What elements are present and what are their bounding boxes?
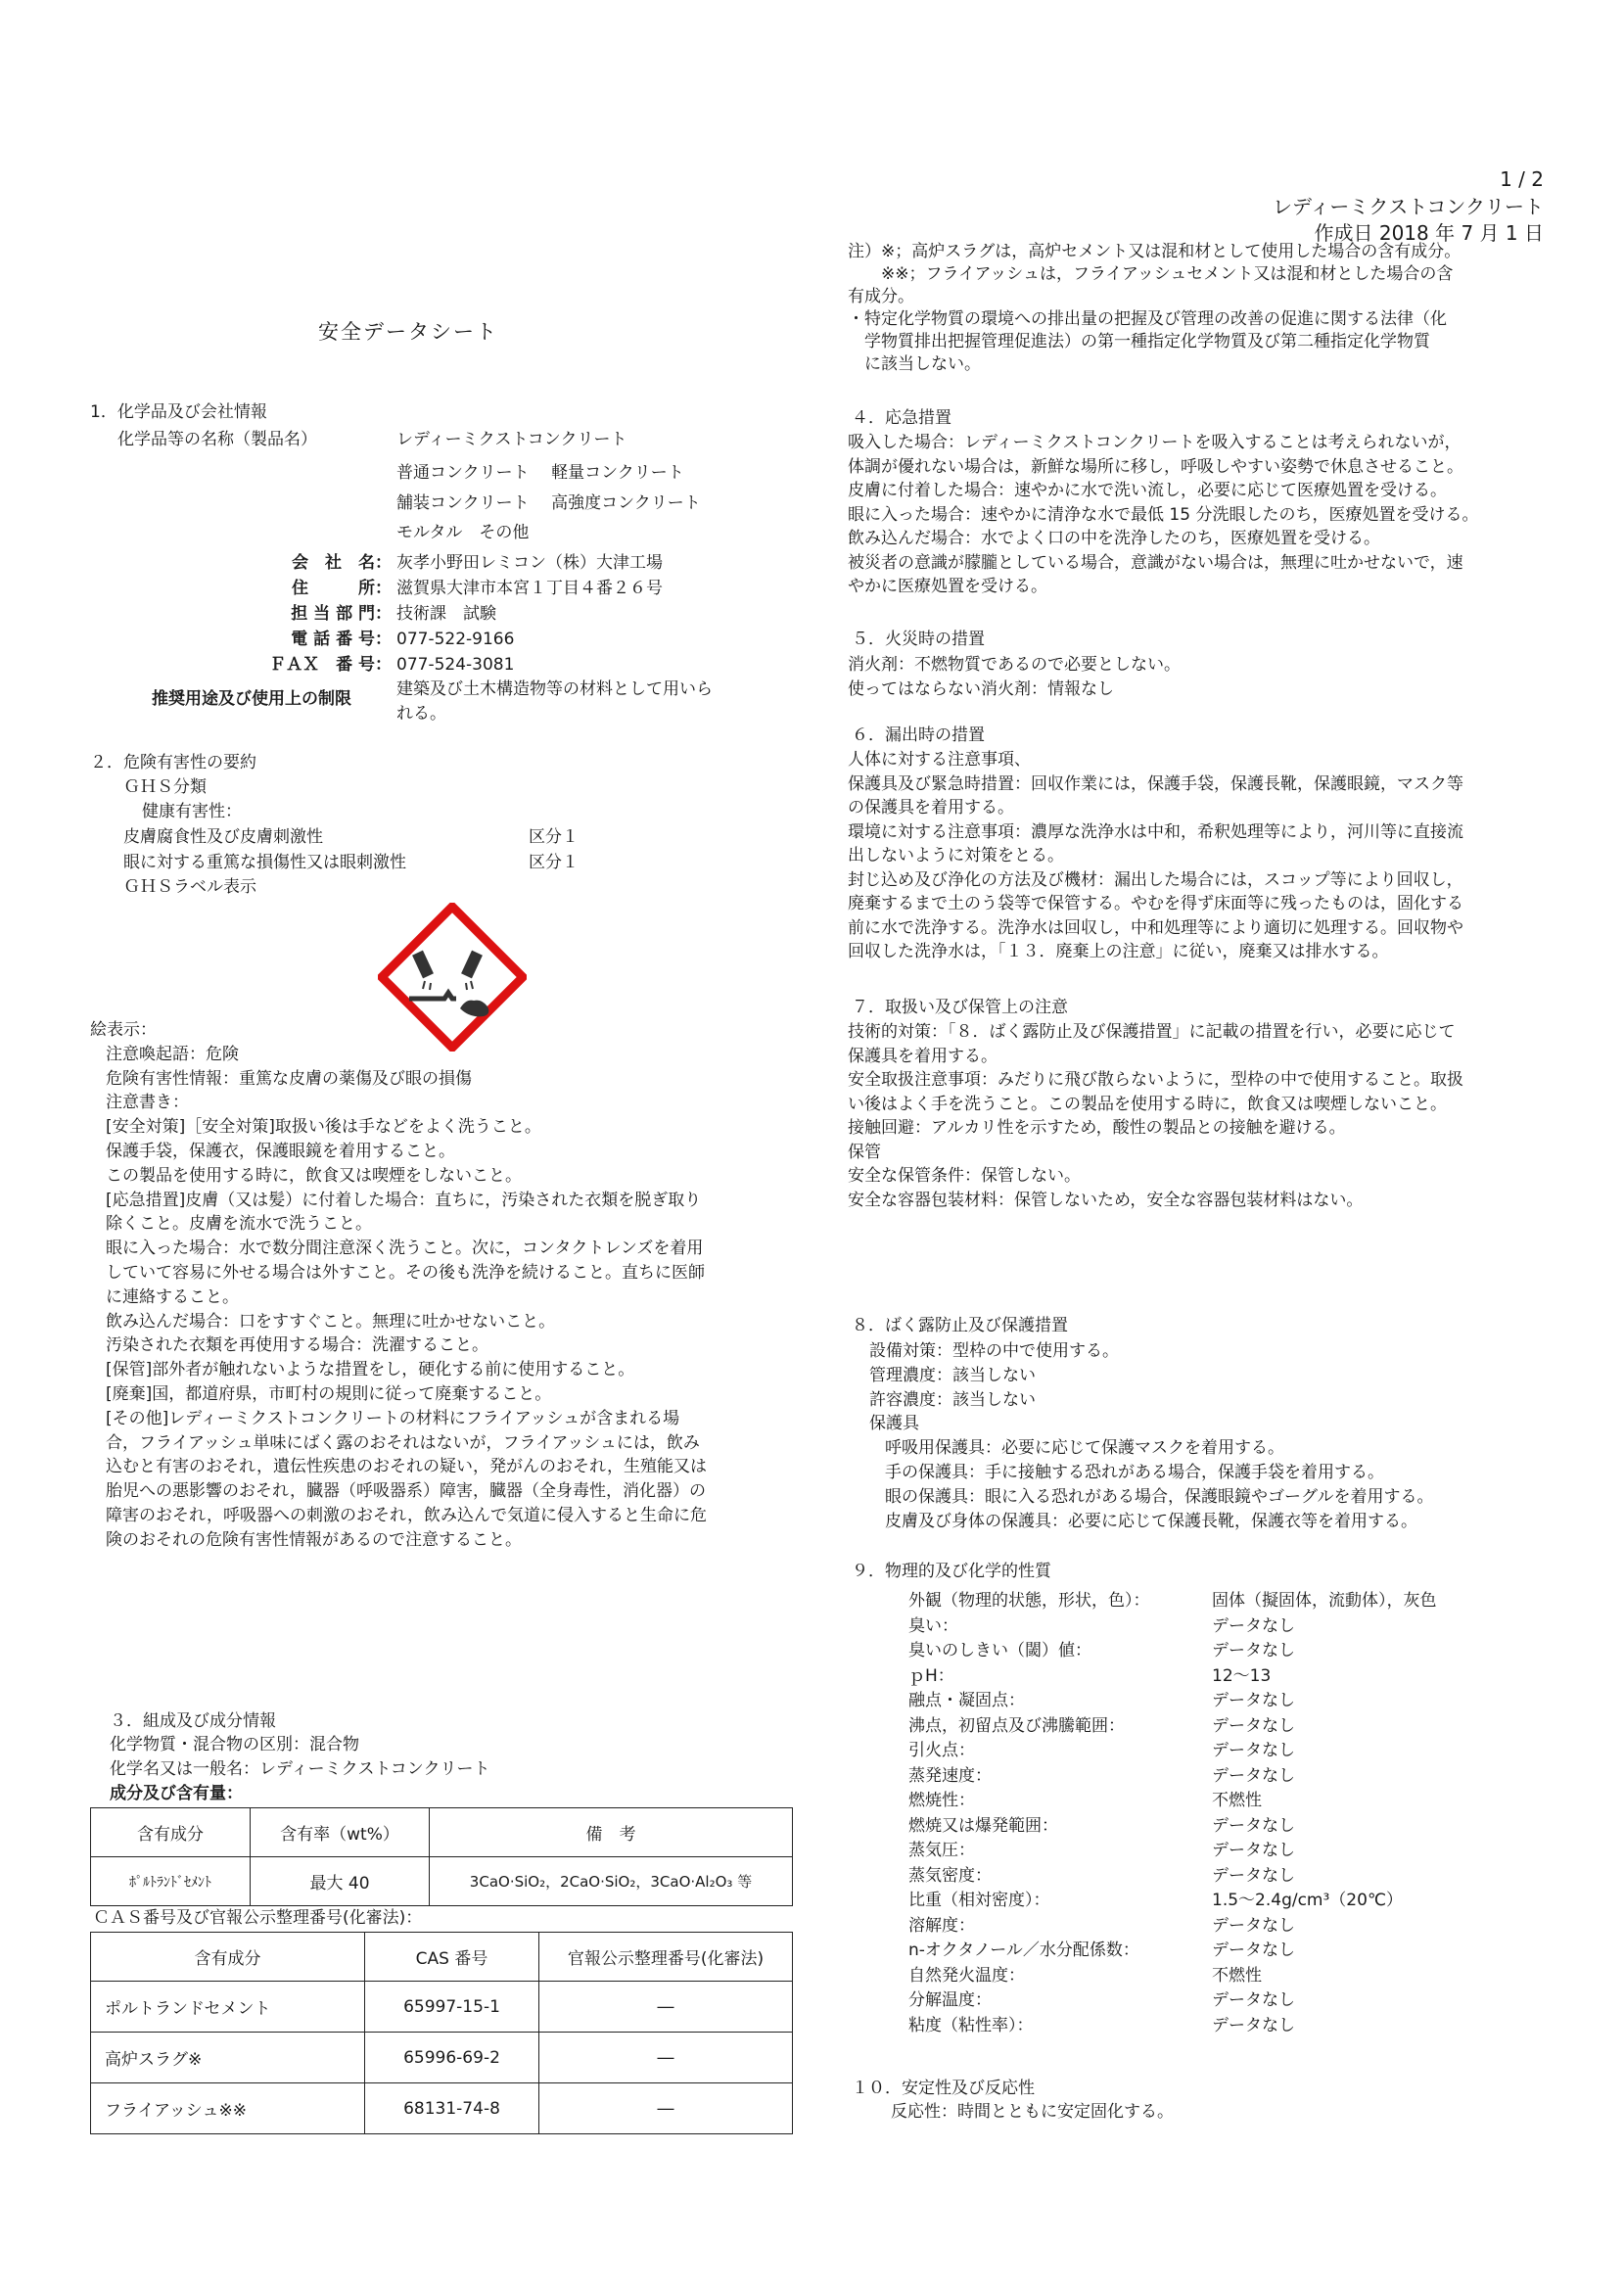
- property-value: データなし: [1212, 1915, 1295, 1936]
- text-line: 険のおそれの危険有害性情報があるので注意すること。: [106, 1529, 522, 1550]
- text-line: していて容易に外せる場合は外すこと。その後も洗浄を続けること。直ちに医師: [106, 1262, 705, 1283]
- table-row: [908, 1961, 1437, 1987]
- text-line: 障害のおそれ，呼吸器への刺激のおそれ，飲み込んで気道に侵入すると生命に危: [106, 1505, 708, 1525]
- table-row: [908, 1761, 1437, 1787]
- health-hazard-label: 健康有害性：: [142, 802, 242, 821]
- table-header-cell: 含有率（wt%）: [251, 1808, 430, 1857]
- section-7-title: ７．取扱い及び保管上の注意: [852, 998, 1068, 1017]
- table-row: [908, 1936, 1437, 1961]
- property-name: 融点・凝固点：: [908, 1691, 1025, 1711]
- text-line: 注意書き：: [106, 1093, 189, 1113]
- property-value: データなし: [1212, 1741, 1295, 1761]
- cas-title: ＣＡＳ番号及び官報公示整理番号(化審法)：: [93, 1908, 423, 1928]
- section-9-properties: [908, 1586, 1437, 2035]
- text-line: 眼の保護具：眼に入る恐れがある場合，保護眼鏡やゴーグルを着用する。: [885, 1486, 1434, 1507]
- text-line: ※※；フライアッシュは，フライアッシュセメント又は混和材とした場合の含: [848, 264, 1454, 284]
- text-line: 体調が優れない場合は，新鮮な場所に移し，呼吸しやすい姿勢で休息させること。: [848, 456, 1463, 477]
- recommended-use-value: 建築及び土木構造物等の材料として用いら: [396, 679, 713, 699]
- address-value: 滋賀県大津市本宮１丁目４番２６号: [396, 579, 663, 598]
- text-line: 有成分。: [848, 287, 914, 306]
- table-header-cell: 官報公示整理番号(化審法): [539, 1933, 793, 1982]
- cas-table: [90, 1932, 793, 2134]
- property-name: 引火点：: [908, 1741, 975, 1761]
- phone-value: 077-522-9166: [396, 630, 515, 649]
- table-cell: ﾎﾟﾙﾄﾗﾝﾄﾞｾﾒﾝﾄ: [91, 1857, 251, 1906]
- table-row: [908, 1711, 1437, 1737]
- text-line: 込むと有害のおそれ，遺伝性疾患のおそれの疑い，発がんのおそれ，生殖能又は: [106, 1457, 708, 1477]
- chemical-name: 化学名又は一般名：レディーミクストコンクリート: [110, 1759, 490, 1779]
- table-cell: 65996-69-2: [365, 2033, 539, 2083]
- property-value: データなし: [1212, 1765, 1295, 1786]
- text-line: 前に水で洗浄する。洗浄水は回収し，中和処理等により適切に処理する。回収物や: [848, 917, 1463, 938]
- property-value: 12～13: [1212, 1665, 1272, 1686]
- table-row: [908, 1986, 1437, 2011]
- text-line: 保護手袋，保護衣，保護眼鏡を着用すること。: [106, 1141, 455, 1161]
- section-9-title: ９．物理的及び化学的性質: [852, 1562, 1051, 1581]
- text-line: 安全取扱注意事項：みだりに飛び散らないように，型枠の中で使用すること。取扱: [848, 1070, 1463, 1090]
- property-name: 自然発火温度：: [908, 1965, 1025, 1986]
- text-line: に連絡すること。: [106, 1286, 239, 1307]
- page-number: 1 / 2: [1500, 167, 1544, 191]
- section-5-body: [848, 653, 1181, 701]
- text-line: 呼吸用保護具：必要に応じて保護マスクを着用する。: [885, 1438, 1284, 1459]
- text-line: 保護具及び緊急時措置：回収作業には，保護手袋，保護長靴，保護眼鏡，マスク等: [848, 773, 1463, 794]
- header-product-name: レディーミクストコンクリート: [1273, 195, 1544, 218]
- document-title: 安全データシート: [318, 320, 498, 344]
- property-name: 蒸気密度：: [908, 1865, 992, 1886]
- property-name: 燃焼性：: [908, 1791, 975, 1811]
- text-line: 被災者の意識が朦朧としている場合，意識がない場合は，無理に吐かせないで，速: [848, 552, 1463, 573]
- ingredients-label: 成分及び含有量：: [110, 1784, 243, 1803]
- recommended-use-value: れる。: [396, 704, 446, 724]
- property-name: 粘度（粘性率）：: [908, 2015, 1034, 2035]
- property-value: 不燃性: [1212, 1965, 1262, 1986]
- table-row: [91, 1982, 793, 2033]
- text-line: 出しないように対策をとる。: [848, 846, 1064, 865]
- table-header-cell: CAS 番号: [365, 1933, 539, 1982]
- text-line: [その他]レディーミクストコンクリートの材料にフライアッシュが含まれる場: [106, 1408, 680, 1428]
- section-1-title: 1．化学品及び会社情報: [90, 402, 267, 422]
- property-name: 分解温度：: [908, 1990, 992, 2011]
- property-value: データなし: [1212, 1715, 1295, 1736]
- property-value: データなし: [1212, 1615, 1295, 1636]
- text-line: 回収した洗浄水は，「１３．廃棄上の注意」に従い，廃棄又は排水する。: [848, 942, 1389, 961]
- text-line: 保護具: [869, 1414, 919, 1434]
- text-line: 除くこと。皮膚を流水で洗うこと。: [106, 1214, 372, 1235]
- text-line: 手の保護具：手に接触する恐れがある場合，保護手袋を着用する。: [885, 1462, 1384, 1482]
- table-cell: 3CaO·SiO₂，2CaO·SiO₂，3CaO·Al₂O₃ 等: [430, 1857, 793, 1906]
- text-line: [安全対策]［安全対策]取扱い後は手などをよく洗うこと。: [106, 1117, 541, 1138]
- product-type-line: モルタル その他: [396, 523, 530, 542]
- text-line: 安全な保管条件：保管しない。: [848, 1166, 1081, 1186]
- department-value: 技術課 試験: [396, 604, 496, 624]
- fax-value: 077-524-3081: [396, 655, 515, 675]
- company-value: 灰孝小野田レミコン（株）大津工場: [396, 553, 663, 573]
- right-notes: [848, 241, 1461, 376]
- text-line: 使ってはならない消火剤：情報なし: [848, 678, 1114, 699]
- property-value: 固体（擬固体，流動体），灰色: [1212, 1591, 1437, 1612]
- table-cell: ポルトランドセメント: [91, 1982, 365, 2033]
- text-line: 皮膚に付着した場合：速やかに水で洗い流し，必要に応じて医療処置を受ける。: [848, 481, 1447, 500]
- table-cell: ―: [539, 1982, 793, 2033]
- table-row: [908, 1911, 1437, 1937]
- property-name: 比重（相対密度）：: [908, 1891, 1050, 1911]
- mixture-type: 化学物質・混合物の区別：混合物: [110, 1735, 359, 1754]
- ghs-classification: ＧＨＳ分類: [123, 777, 207, 797]
- property-value: データなし: [1212, 2015, 1295, 2035]
- table-row: [908, 1786, 1437, 1811]
- text-line: [廃棄]国，都道府県，市町村の規則に従って廃棄すること。: [106, 1383, 552, 1404]
- text-line: 皮膚及び身体の保護具：必要に応じて保護長靴，保護衣等を着用する。: [885, 1511, 1417, 1531]
- section-3-title: ３．組成及び成分情報: [110, 1711, 276, 1731]
- text-line: い後はよく手を洗うこと。この製品を使用する時に，飲食又は喫煙しないこと。: [848, 1094, 1447, 1114]
- property-value: データなし: [1212, 1641, 1295, 1661]
- section-2-title: ２．危険有害性の要約: [90, 753, 256, 772]
- hazard-class: 区分１: [529, 827, 579, 847]
- table-cell: 65997-15-1: [365, 1982, 539, 2033]
- text-line: 汚染された衣類を再使用する場合：洗濯すること。: [106, 1335, 488, 1356]
- table-row: [908, 1661, 1437, 1687]
- property-value: データなし: [1212, 1841, 1295, 1861]
- property-name: 蒸発速度：: [908, 1765, 992, 1786]
- text-line: 廃棄するまで土のう袋等で保管する。やむを得ず床面等に残ったものは，固化する: [848, 894, 1463, 913]
- company-label: 会 社 名：: [292, 553, 392, 573]
- text-line: 危険有害性情報：重篤な皮膚の薬傷及び眼の損傷: [106, 1068, 472, 1089]
- property-name: 溶解度：: [908, 1915, 975, 1936]
- text-line: 保護具を着用する。: [848, 1046, 998, 1066]
- table-cell: ―: [539, 2033, 793, 2083]
- text-line: [応急措置]皮膚（又は髪）に付着した場合：直ちに，汚染された衣類を脱ぎ取り: [106, 1190, 702, 1210]
- hazard-class: 区分１: [529, 853, 579, 872]
- property-value: データなし: [1212, 1865, 1295, 1886]
- text-line: 封じ込め及び浄化の方法及び機材：漏出した場合には，スコップ等により回収し，: [848, 869, 1463, 890]
- property-name: 臭いのしきい（閾）値：: [908, 1641, 1091, 1661]
- table-header-row: [91, 1808, 793, 1857]
- property-value: 1.5～2.4g/cm³（20℃）: [1212, 1891, 1404, 1911]
- section-2-body: [90, 1018, 707, 1553]
- table-cell: 最大 40: [251, 1857, 430, 1906]
- table-row: [908, 1586, 1437, 1612]
- table-row: [91, 1857, 793, 1906]
- text-line: 胎児への悪影響のおそれ，臓器（呼吸器系）障害，臓器（全身毒性，消化器）の: [106, 1481, 707, 1502]
- property-name: n-オクタノール／水分配係数：: [908, 1940, 1139, 1961]
- text-line: 接触回避：アルカリ性を示すため，酸性の製品との接触を避ける。: [848, 1118, 1346, 1138]
- property-name: 蒸気圧：: [908, 1841, 975, 1861]
- text-line: に該当しない。: [848, 354, 981, 374]
- text-line: 合，フライアッシュ単味にばく露のおそれはないが，フライアッシュには，飲み: [106, 1432, 700, 1453]
- table-row: [91, 2033, 793, 2083]
- property-value: データなし: [1212, 1990, 1295, 2011]
- table-header-cell: 備 考: [430, 1808, 793, 1857]
- text-line: 絵表示：: [90, 1020, 157, 1040]
- header-date: 作成日 2018 年 7 月 1 日: [1314, 221, 1544, 245]
- text-line: 学物質排出把握管理促進法）の第一種指定化学物質及び第二種指定化学物質: [848, 332, 1430, 351]
- property-name: ｐH：: [908, 1665, 954, 1686]
- text-line: 消火剤：不燃物質であるので必要としない。: [848, 655, 1181, 675]
- table-cell: 高炉スラグ※: [91, 2033, 365, 2083]
- properties-table: [908, 1586, 1437, 2035]
- table-header-row: [91, 1933, 793, 1982]
- fax-label: ＦＡＸ 番 号：: [269, 655, 392, 675]
- section-4-title: ４．応急措置: [852, 408, 951, 428]
- section-5-title: ５．火災時の措置: [852, 630, 985, 649]
- text-line: 注）※；高炉スラグは，高炉セメント又は混和材として使用した場合の含有成分。: [848, 242, 1462, 261]
- product-name-value: レディーミクストコンクリート: [396, 430, 627, 449]
- composition-table: [90, 1807, 793, 1906]
- table-row: [908, 1861, 1437, 1887]
- table-header-cell: 含有成分: [91, 1808, 251, 1857]
- text-line: の保護具を着用する。: [848, 798, 1014, 818]
- section-6-body: [848, 748, 1463, 964]
- table-row: [908, 1886, 1437, 1911]
- section-6-title: ６．漏出時の措置: [852, 725, 985, 745]
- ghs-label-title: ＧＨＳラベル表示: [123, 877, 256, 897]
- text-line: 注意喚起語：危険: [106, 1044, 239, 1064]
- section-10-title: １０．安定性及び反応性: [852, 2079, 1035, 2098]
- table-cell: ―: [539, 2083, 793, 2134]
- text-line: 安全な容器包装材料：保管しないため，安全な容器包装材料はない。: [848, 1190, 1364, 1210]
- text-line: ・特定化学物質の環境への排出量の把握及び管理の改善の促進に関する法律（化: [848, 309, 1447, 329]
- department-label: 担 当 部 門：: [291, 604, 392, 624]
- text-line: やかに医療処置を受ける。: [848, 577, 1047, 596]
- section-8-body: [869, 1339, 1434, 1533]
- text-line: 許容濃度：該当しない: [869, 1389, 1036, 1410]
- product-type-line: 普通コンクリート 軽量コンクリート: [396, 463, 684, 483]
- property-name: 沸点，初留点及び沸騰範囲：: [908, 1715, 1125, 1736]
- section-8-title: ８．ばく露防止及び保護措置: [852, 1316, 1068, 1335]
- text-line: 環境に対する注意事項：濃厚な洗浄水は中和，希釈処理等により，河川等に直接流: [848, 821, 1463, 842]
- text-line: 眼に入った場合：速やかに清浄な水で最低 15 分洗眼したのち，医療処置を受ける。: [848, 504, 1479, 525]
- reactivity-line: 反応性：時間とともに安定固化する。: [891, 2102, 1174, 2122]
- table-row: [91, 2083, 793, 2134]
- text-line: この製品を使用する時に，飲食又は喫煙をしないこと。: [106, 1165, 522, 1186]
- property-name: 燃焼又は爆発範囲：: [908, 1815, 1058, 1836]
- section-7-body: [848, 1020, 1463, 1212]
- property-value: データなし: [1212, 1815, 1295, 1836]
- property-name: 臭い：: [908, 1615, 958, 1636]
- text-line: 飲み込んだ場合：水でよく口の中を洗浄したのち，医療処置を受ける。: [848, 529, 1380, 548]
- table-row: [908, 1736, 1437, 1761]
- recommended-use-label: 推奨用途及び使用上の制限: [152, 689, 351, 709]
- property-name: 外観（物理的状態，形状，色）：: [908, 1591, 1150, 1612]
- text-line: 人体に対する注意事項、: [848, 750, 1031, 770]
- product-name-label: 化学品等の名称（製品名）: [117, 430, 317, 449]
- property-value: データなし: [1212, 1940, 1295, 1961]
- text-line: 技術的対策：「８．ばく露防止及び保護措置」に記載の措置を行い，必要に応じて: [848, 1022, 1456, 1042]
- property-value: 不燃性: [1212, 1791, 1262, 1811]
- hazard-item: 眼に対する重篤な損傷性又は眼刺激性: [123, 853, 406, 872]
- table-row: [908, 1612, 1437, 1637]
- text-line: 眼に入った場合：水で数分間注意深く洗うこと。次に，コンタクトレンズを着用: [106, 1239, 704, 1259]
- table-row: [908, 2011, 1437, 2036]
- table-cell: 68131-74-8: [365, 2083, 539, 2134]
- table-header-cell: 含有成分: [91, 1933, 365, 1982]
- text-line: 管理濃度：該当しない: [869, 1365, 1036, 1385]
- text-line: [保管]部外者が触れないような措置をし，硬化する前に使用すること。: [106, 1360, 635, 1380]
- phone-label: 電 話 番 号：: [291, 630, 392, 649]
- address-label: 住 所：: [292, 579, 392, 598]
- text-line: 吸入した場合：レディーミクストコンクリートを吸入することは考えられないが，: [848, 433, 1462, 452]
- section-4-body: [848, 431, 1478, 599]
- text-line: 設備対策：型枠の中で使用する。: [869, 1341, 1119, 1361]
- table-row: [908, 1636, 1437, 1661]
- table-row: [908, 1686, 1437, 1711]
- product-type-line: 舗装コンクリート 高強度コンクリート: [396, 493, 701, 513]
- text-line: 保管: [848, 1142, 881, 1162]
- property-value: データなし: [1212, 1691, 1295, 1711]
- table-row: [908, 1811, 1437, 1837]
- text-line: 飲み込んだ場合：口をすすぐこと。無理に吐かせないこと。: [106, 1311, 556, 1332]
- hazard-item: 皮膚腐食性及び皮膚刺激性: [123, 827, 323, 847]
- table-cell: フライアッシュ※※: [91, 2083, 365, 2134]
- table-row: [908, 1836, 1437, 1861]
